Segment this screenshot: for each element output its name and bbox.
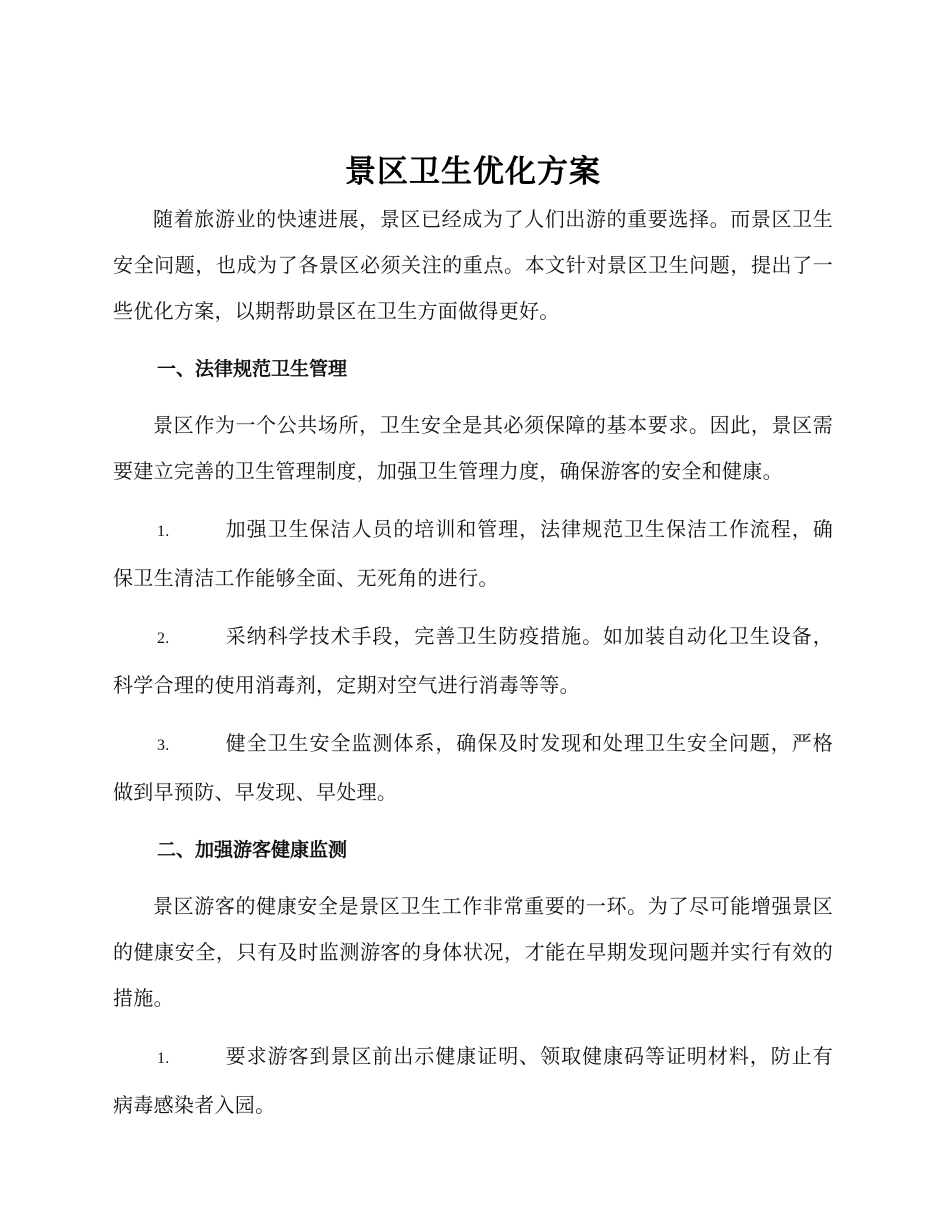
list-item-number: 1. bbox=[157, 523, 170, 540]
spacer bbox=[113, 815, 833, 827]
list-item-number: 3. bbox=[157, 737, 170, 754]
list-item-text: 要求游客到景区前出示健康证明、领取健康码等证明材料，防止有病毒感染者入园。 bbox=[113, 1044, 833, 1117]
list-item-text: 加强卫生保洁人员的培训和管理，法律规范卫生保洁工作流程，确保卫生清洁工作能够全面、无死角的进行。 bbox=[113, 517, 833, 590]
section-heading: 二、加强游客健康监测 bbox=[157, 839, 348, 861]
list-item bbox=[113, 506, 833, 601]
list-item-number: 1. bbox=[157, 1050, 170, 1067]
section-body: 景区游客的健康安全是景区卫生工作非常重要的一环。为了尽可能增强景区的健康安全，只有及时监测游客的身体状况，才能在早期发现问题并实行有效的措施。 bbox=[113, 894, 833, 1010]
section-body: 景区作为一个公共场所，卫生安全是其必须保障的基本要求。因此，景区需要建立完善的卫生管理制度，加强卫生管理力度，确保游客的安全和健康。 bbox=[113, 413, 833, 483]
spacer bbox=[113, 334, 833, 346]
list-item bbox=[113, 720, 833, 815]
list-item-text: 健全卫生安全监测体系，确保及时发现和处理卫生安全问题，严格做到早预防、早发现、早处理。 bbox=[113, 731, 833, 804]
list-item-number: 2. bbox=[157, 630, 170, 647]
section-heading: 一、法律规范卫生管理 bbox=[157, 358, 348, 380]
list-item bbox=[113, 1033, 833, 1128]
spacer bbox=[113, 873, 833, 883]
intro-paragraph: 随着旅游业的快速进展，景区已经成为了人们出游的重要选择。而景区卫生安全问题，也成为了各景区必须关注的重点。本文针对景区卫生问题，提出了一些优化方案，以期帮助景区在卫生方面做得更好。 bbox=[113, 207, 833, 323]
list-item bbox=[113, 613, 833, 708]
spacer bbox=[113, 1021, 833, 1033]
document-page bbox=[113, 148, 833, 1128]
spacer bbox=[113, 392, 833, 402]
section-visitor-health bbox=[113, 827, 833, 1128]
list-item-text: 采纳科学技术手段，完善卫生防疫措施。如加装自动化卫生设备，科学合理的使用消毒剂，定期对空气进行消毒等等。 bbox=[113, 624, 833, 697]
spacer bbox=[113, 601, 833, 613]
spacer bbox=[113, 708, 833, 720]
spacer bbox=[113, 494, 833, 506]
section-legal-management bbox=[113, 346, 833, 827]
document-title: 景区卫生优化方案 bbox=[345, 154, 601, 190]
